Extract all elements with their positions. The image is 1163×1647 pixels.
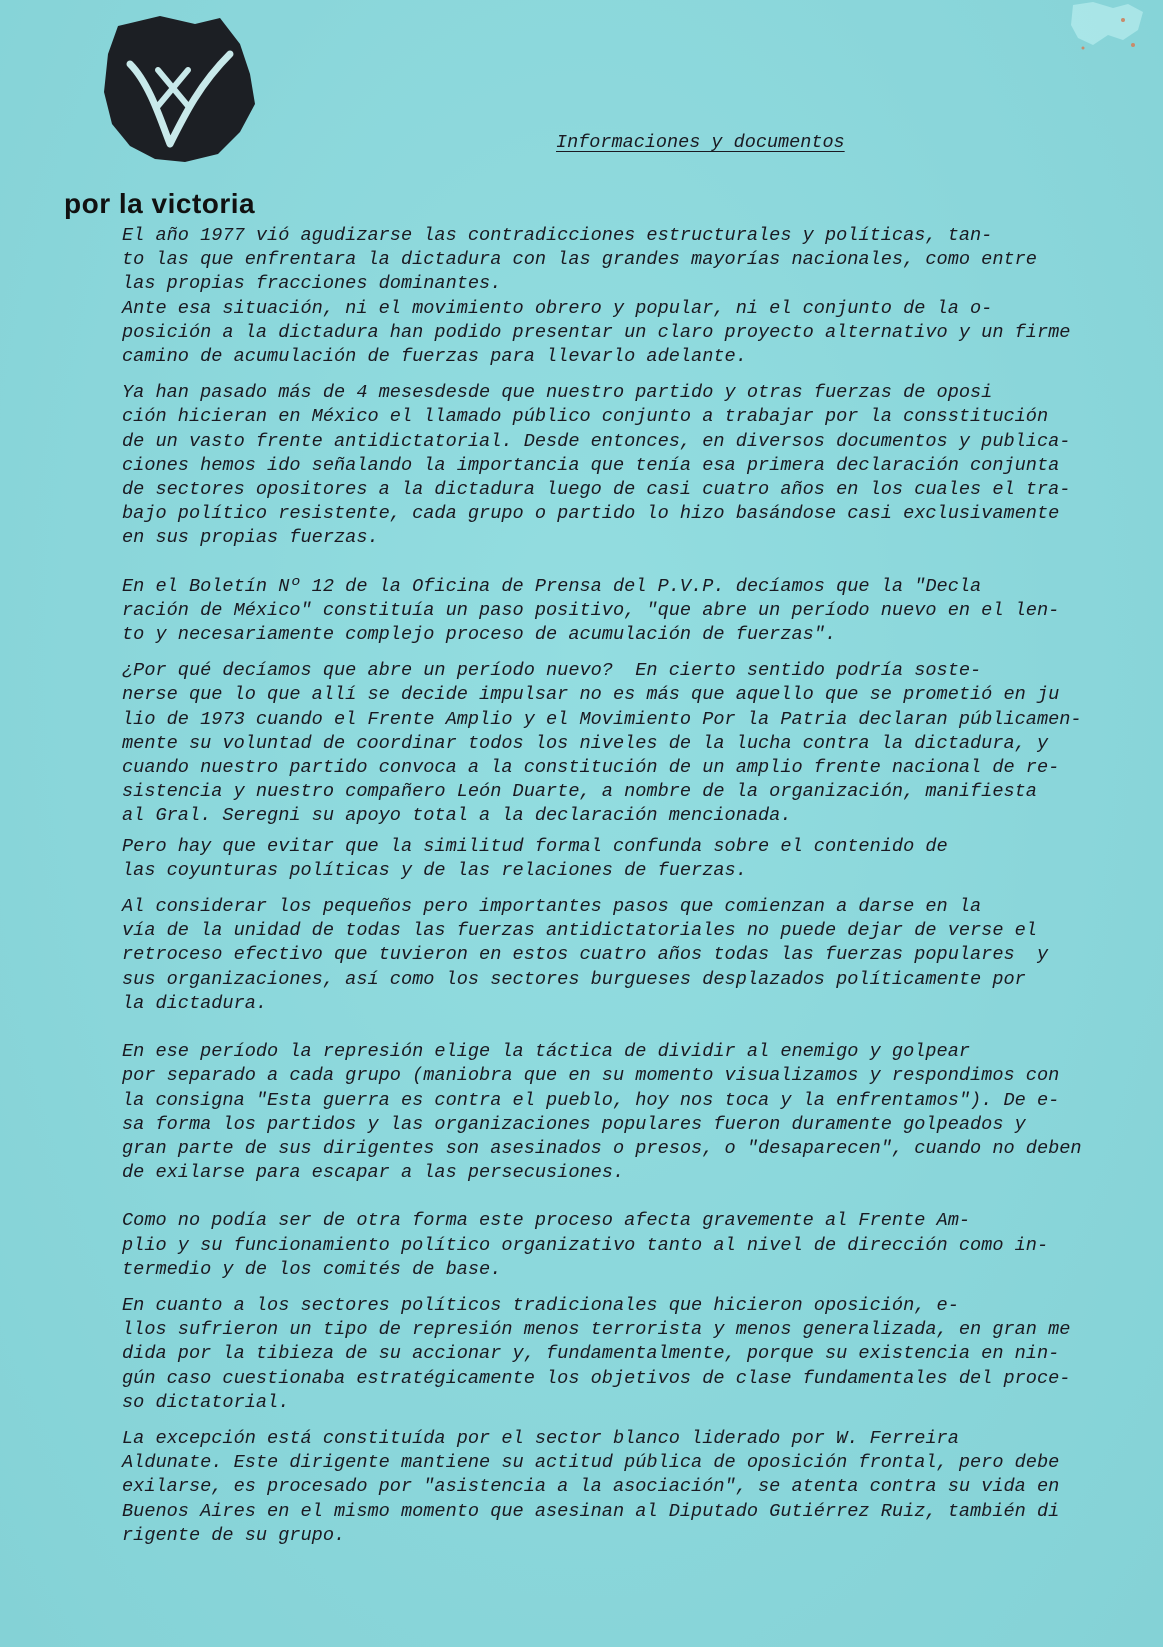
text-line: termedio y de los comités de base. (122, 1258, 502, 1280)
text-line: Al considerar los pequeños pero importantes pasos que comienzan a darse en la (122, 896, 982, 918)
paragraph (122, 224, 1122, 297)
text-line: Como no podía ser de otra forma este proceso afecta gravemente al Frente Am- (122, 1210, 971, 1232)
brand-name: por la victoria (64, 188, 256, 219)
text-line: En cuanto a los sectores políticos tradicionales que hicieron oposición, e- (122, 1294, 959, 1316)
text-line: ración de México" constituía un paso positivo, "que abre un período nuevo en el len- (122, 599, 1060, 621)
text-line: Ante esa situación, ni el movimiento obrero y popular, ni el conjunto de la o- (122, 297, 993, 319)
text-line: sistencia y nuestro compañero León Duarte, a nombre de la organización, manifiesta (122, 781, 1037, 803)
text-line: lio de 1973 cuando el Frente Amplio y el Movimiento Por la Patria declaran públicamen- (122, 708, 1082, 730)
paragraph (122, 575, 1122, 648)
text-line: Buenos Aires en el mismo momento que asesinan al Diputado Gutiérrez Ruiz, también di (122, 1500, 1060, 1522)
text-line: sa forma los partidos y las organizaciones populares fueron duramente golpeados y (122, 1113, 1026, 1135)
text-line: las propias fracciones dominantes. (122, 273, 502, 295)
paragraph (122, 297, 1122, 370)
text-line: to las que enfrentara la dictadura con las grandes mayorías nacionales, como entre (122, 249, 1037, 271)
text-line: bajo político resistente, cada grupo o partido lo hizo basándose casi exclusivamente (122, 503, 1060, 525)
text-line: nerse que lo que allí se decide impulsar no es más que aquello que se prometió en ju (122, 684, 1060, 706)
paragraph (122, 381, 1122, 550)
text-line: cuando nuestro partido convoca a la constitución de un amplio frente nacional de re- (122, 757, 1060, 779)
v-x-stamp-logo-icon (100, 14, 260, 164)
text-line: to y necesariamente complejo proceso de acumulación de fuerzas". (122, 624, 837, 646)
text-line: rigente de su grupo. (122, 1524, 346, 1546)
text-line: la dictadura. (122, 992, 268, 1014)
text-line: Aldunate. Este dirigente mantiene su actitud pública de oposición frontal, pero debe (122, 1452, 1060, 1474)
text-line: so dictatorial. (122, 1391, 290, 1413)
paragraph (122, 895, 1122, 1016)
text-line: por separado a cada grupo (maniobra que en su momento visualizamos y respondimos con (122, 1065, 1060, 1087)
text-line: Ya han pasado más de 4 mesesdesde que nuestro partido y otras fuerzas de oposi (122, 382, 993, 404)
text-line: dida por la tibieza de su accionar y, fundamentalmente, porque su existencia en nin- (122, 1343, 1060, 1365)
text-line: gran parte de sus dirigentes son asesinados o presos, o "desaparecen", cuando no deben (122, 1137, 1082, 1159)
text-line: de sectores opositores a la dictadura luego de casi cuatro años en los cuales el tra- (122, 479, 1071, 501)
text-line: Pero hay que evitar que la similitud formal confunda sobre el contenido de (122, 835, 948, 857)
text-line: posición a la dictadura han podido presentar un claro proyecto alternativo y un firme (122, 321, 1071, 343)
text-line: las coyunturas políticas y de las relaciones de fuerzas. (122, 859, 747, 881)
text-line: En ese período la represión elige la táctica de dividir al enemigo y golpear (122, 1041, 971, 1063)
text-line: plio y su funcionamiento político organizativo tanto al nivel de dirección como in- (122, 1234, 1049, 1256)
text-line: en sus propias fuerzas. (122, 527, 379, 549)
paragraph (122, 835, 1122, 883)
text-line: camino de acumulación de fuerzas para llevarlo adelante. (122, 346, 747, 368)
text-line: mente su voluntad de coordinar todos los niveles de la lucha contra la dictadura, y (122, 732, 1049, 754)
text-line: ¿Por qué decíamos que abre un período nuevo? En cierto sentido podría soste- (122, 660, 982, 682)
text-line: ciones hemos ido señalando la importancia que tenía esa primera declaración conjunta (122, 454, 1060, 476)
text-line: En el Boletín Nº 12 de la Oficina de Prensa del P.V.P. decíamos que la "Decla (122, 575, 982, 597)
document-body (122, 224, 1122, 1548)
paragraph (122, 1040, 1122, 1185)
text-line: sus organizaciones, así como los sectores burgueses desplazados políticamente por (122, 968, 1026, 990)
paragraph (122, 1294, 1122, 1415)
text-line: al Gral. Seregni su apoyo total a la declaración mencionada. (122, 805, 792, 827)
text-line: de exilarse para escapar a las persecusiones. (122, 1162, 625, 1184)
paper-stain (1053, 0, 1153, 60)
text-line: la consigna "Esta guerra es contra el pueblo, hoy nos toca y la enfrentamos"). De e- (122, 1089, 1060, 1111)
paragraph (122, 1427, 1122, 1548)
text-line: vía de la unidad de todas las fuerzas antidictatoriales no puede dejar de verse el (122, 920, 1037, 942)
text-line: retroceso efectivo que tuvieron en estos cuatro años todas las fuerzas populares y (122, 944, 1049, 966)
paragraph (122, 659, 1122, 828)
text-line: La excepción está constituída por el sector blanco liderado por W. Ferreira (122, 1427, 959, 1449)
text-line: El año 1977 vió agudizarse las contradicciones estructurales y políticas, tan- (122, 225, 993, 246)
text-line: llos sufrieron un tipo de represión menos terrorista y menos generalizada, en gran me (122, 1319, 1071, 1341)
document-heading: Informaciones y documentos (556, 132, 845, 153)
text-line: exilarse, es procesado por "asistencia a la asociación", se atenta contra su vida en (122, 1476, 1060, 1498)
text-line: ción hicieran en México el llamado público conjunto a trabajar por la consstitución (122, 406, 1049, 428)
paragraph (122, 1209, 1122, 1282)
text-line: gún caso cuestionaba estratégicamente los objetivos de clase fundamentales del proce- (122, 1367, 1071, 1389)
text-line: de un vasto frente antidictatorial. Desde entonces, en diversos documentos y publica- (122, 430, 1071, 452)
